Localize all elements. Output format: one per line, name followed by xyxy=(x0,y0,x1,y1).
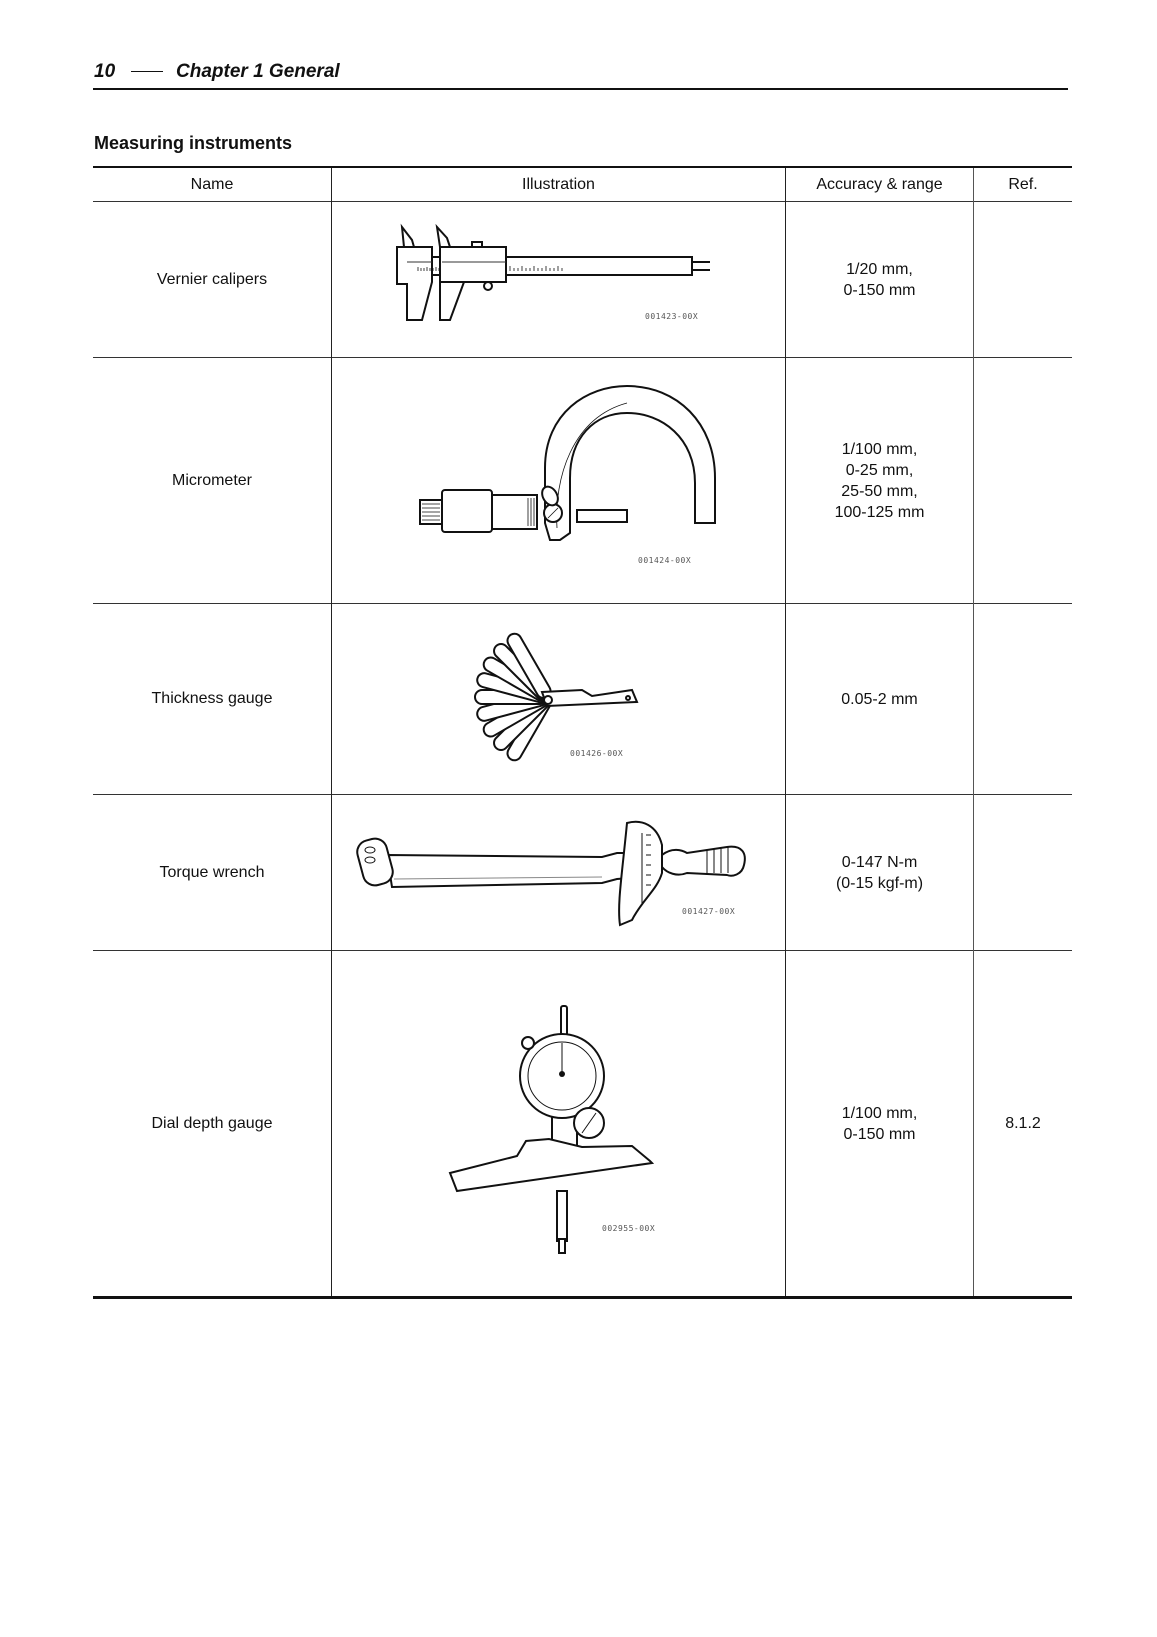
micrometer-icon xyxy=(332,358,785,598)
page-header xyxy=(93,58,1068,90)
instrument-name: Vernier calipers xyxy=(93,202,332,358)
illustration-cell xyxy=(332,202,786,358)
illustration-cell xyxy=(332,358,786,604)
instrument-name: Micrometer xyxy=(93,358,332,604)
instrument-name: Torque wrench xyxy=(93,795,332,951)
column-header-ref: Ref. xyxy=(1008,175,1038,193)
ref xyxy=(974,358,1073,604)
instrument-name: Dial depth gauge xyxy=(93,951,332,1298)
chapter-title: Chapter 1 General xyxy=(176,61,340,82)
ref xyxy=(974,795,1073,951)
illustration-cell xyxy=(332,795,786,951)
thickness-gauge-icon xyxy=(332,604,785,789)
instrument-name: Thickness gauge xyxy=(93,604,332,795)
ref xyxy=(974,202,1073,358)
accuracy-range: 0-147 N-m (0-15 kgf-m) xyxy=(786,795,974,951)
column-header-accuracy: Accuracy & range xyxy=(786,167,974,202)
section-title: Measuring instruments xyxy=(94,133,293,153)
accuracy-range: 1/20 mm, 0-150 mm xyxy=(786,202,974,358)
illustration-cell xyxy=(332,951,786,1298)
table-row xyxy=(93,202,1072,358)
illustration-cell xyxy=(332,604,786,795)
illustration-code: 001423-00X xyxy=(645,312,699,321)
accuracy-range: 0.05-2 mm xyxy=(786,604,974,795)
instruments-table xyxy=(93,166,1072,1299)
illustration-code: 001426-00X xyxy=(570,749,624,758)
table-header-row xyxy=(93,167,1072,202)
table-row xyxy=(93,951,1072,1298)
table-row xyxy=(93,795,1072,951)
illustration-code: 002955-00X xyxy=(602,1224,656,1233)
accuracy-range: 1/100 mm, 0-25 mm, 25-50 mm, 100-125 mm xyxy=(786,358,974,604)
table-row xyxy=(93,358,1072,604)
dial-depth-gauge-icon xyxy=(332,951,785,1291)
table-row xyxy=(93,604,1072,795)
illustration-code: 001427-00X xyxy=(682,907,736,916)
ref xyxy=(974,604,1073,795)
vernier-calipers-icon xyxy=(332,202,785,352)
accuracy-range: 1/100 mm, 0-150 mm xyxy=(786,951,974,1298)
illustration-code: 001424-00X xyxy=(638,556,692,565)
ref: 8.1.2 xyxy=(1005,1114,1041,1132)
dial-needle-pivot xyxy=(559,1071,565,1077)
column-header-illustration: Illustration xyxy=(332,167,786,202)
page-number: 10 xyxy=(94,61,116,82)
torque-wrench-icon xyxy=(332,795,785,945)
column-header-name: Name xyxy=(93,167,332,202)
header-dash xyxy=(131,71,163,72)
